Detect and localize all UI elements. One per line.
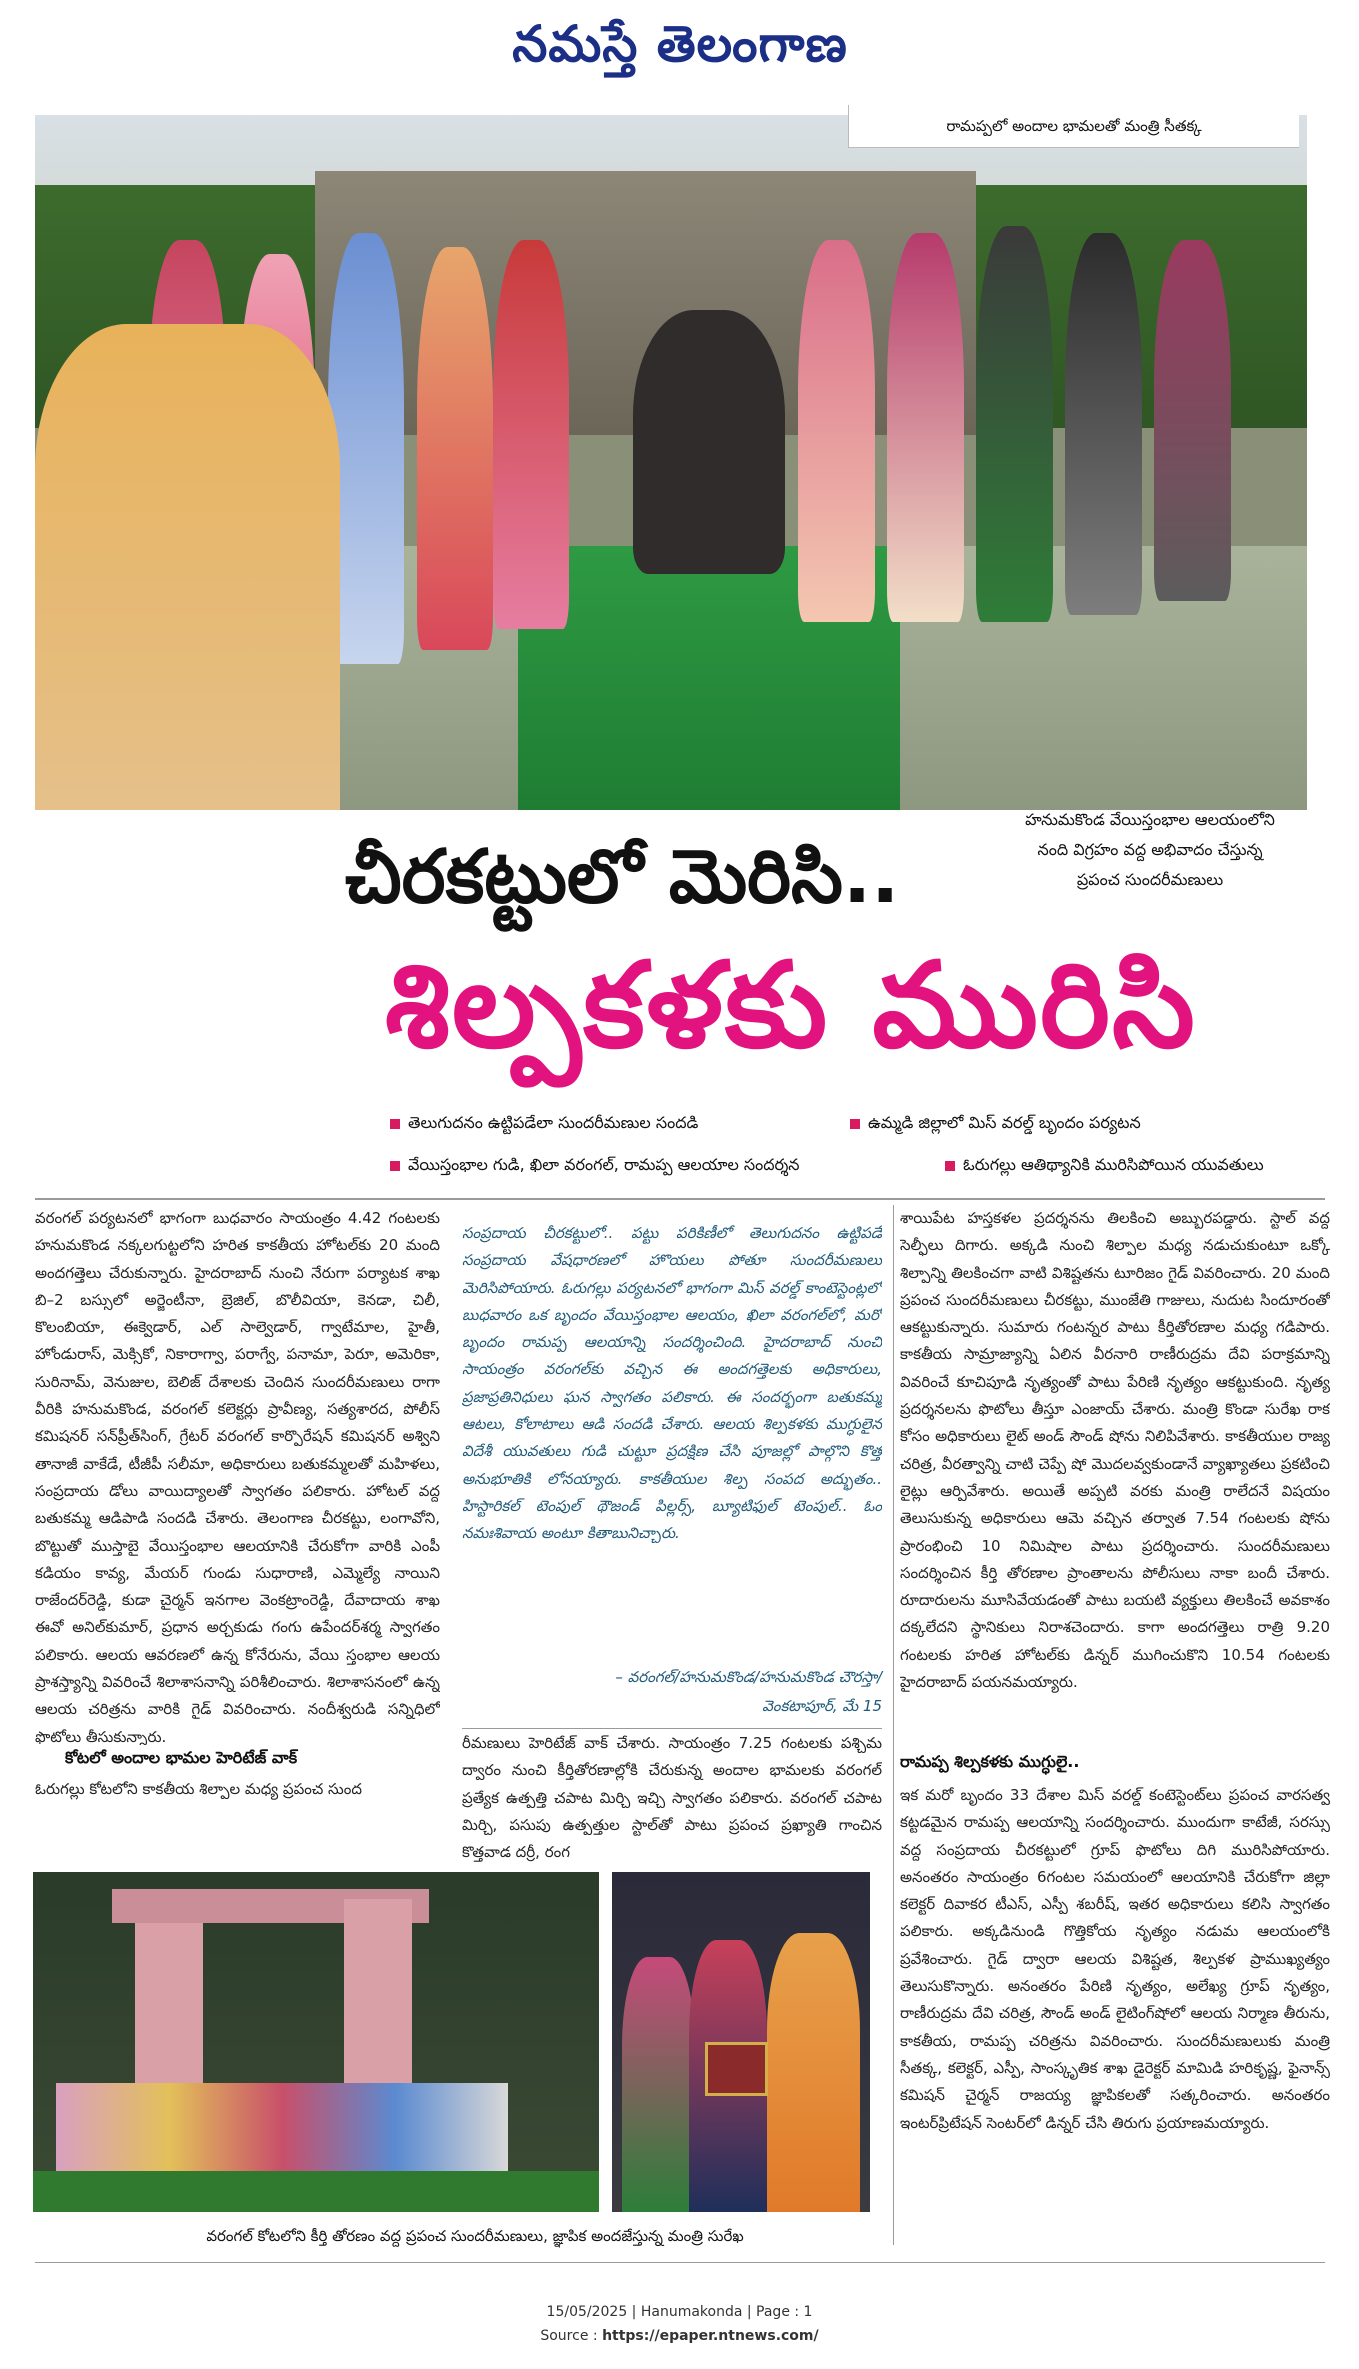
photo-caption-line: హనుమకొండ వేయిస్తంభాల ఆలయంలోని <box>1025 810 1275 829</box>
highlight-item <box>850 1113 1141 1136</box>
photo-person <box>1154 240 1230 601</box>
article-column-3-tail <box>900 1782 1330 2242</box>
highlight-text: వేయిస్తంభాల గుడి, ఖిలా వరంగల్, రామప్ప ఆలయాల సందర్శన <box>408 1155 800 1174</box>
column-divider <box>893 1205 894 2245</box>
article-paragraph: శాయిపేట హస్తకళల ప్రదర్శనను తిలకించి అబ్బురపడ్డారు. స్టాల్ వద్ద సెల్ఫీలు దిగారు. అక్కడి నుంచి శిల్పాల మధ్య నడుచుకుంటూ ఒక్కో శిల్పాన్ని తిలకించగా వాటి విశిష్టతను టూరిజం గైడ్ వివరించారు. 20 మంది ప్రపంచ సుందరీమణులు చీరకట్టు, ముంజేతి గాజులు, నుదుట సిందూరంతో ఆకట్టుకున్నారు. సుమారు గంటన్నర పాటు కీర్తితోరణాల మధ్య గడిపారు. కాకతీయ సామ్రాజ్యాన్ని ఏలిన వీరనారి రాణీరుద్రమ దేవి పరాక్రమాన్ని వివరించే కూచిపూడి నృత్యంతో పాటు పేరిణి నృత్యం ఆకట్టుకుంది. నృత్య ప్రదర్శనలను ఫొటోలు తీస్తూ ఎంజాయ్ చేశారు. మంత్రి కొండా సురేఖ రాక కోసం అధికారులు లైట్ అండ్ సౌండ్ షోను నిలిపివేశారు. కాకతీయుల రాజ్య చరిత్ర, వీరత్వాన్ని చాటి చెప్పే షో మొదలవ్వకుండానే వ్యాఖ్యాతలు ప్రకటించి లైట్లు ఆర్పివేశారు. అయితే అప్పటి వరకు మంత్రి రాలేదనే విషయం తెలుసుకున్న అధికారులు ఆమె వచ్చిన తర్వాత 7.54 గంటలకు షోను ప్రారంభించి 10 నిమిషాల పాటు ప్రదర్శించారు. సుందరీమణులు సందర్శించిన కీర్తి తోరణాల ప్రాంతాలను పోలీసులు నాకా బందీ చేశారు. రూదారులను మూసివేయడంతో పాటు బయటి వ్యక్తులు తిలకించే అవకాశం దక్కలేదని స్థానికులు నిరాశచెందారు. కాగా అందగత్తెలు రాత్రి 9.20 గంటలకు హరిత హోటల్‌కు డిన్నర్ ముగించుకొని 10.54 గంటలకు హైదరాబాద్ పయనమయ్యారు. <box>900 1209 1330 1692</box>
article-paragraph: రీమణులు హెరిటేజ్ వాక్ చేశారు. సాయంత్రం 7.25 గంటలకు పశ్చిమ ద్వారం నుంచి కీర్తితోరణాల్లోకి చేరుకున్న అందాల భామలకు వరంగల్ ప్రత్యేక ఉత్పత్తి చపాట మిర్చి ఇచ్చి స్వాగతం పలికారు. వరంగల్ చపాట మిర్చి, పసుపు ఉత్పత్తుల స్టాల్‌తో పాటు ప్రపంచ ప్రఖ్యాతి గాంచిన కొత్తవాడ దర్రీ, రంగ <box>462 1734 882 1862</box>
photo-nandi-statue <box>633 310 786 574</box>
quote-box <box>462 1205 882 1685</box>
photo-person <box>798 240 874 622</box>
highlight-text: ఓరుగల్లు ఆతిథ్యానికి మురిసిపోయిన యువతులు <box>963 1155 1264 1174</box>
fort-arch-right <box>344 1899 412 2110</box>
article-column-2-tail <box>462 1730 882 1870</box>
page-footer <box>0 2300 1359 2360</box>
subheading: రామప్ప శిల్పకళకు ముగ్ధులై.. <box>900 1752 1080 1771</box>
award-plaque <box>705 2042 768 2096</box>
article-paragraph: ఓరుగల్లు కోటలోని కాకతీయ శిల్పాల మధ్య ప్రపంచ సుంద <box>35 1780 362 1798</box>
bullet-square-icon <box>390 1119 400 1129</box>
highlight-text: తెలుగుదనం ఉట్టిపడేలా సుందరీమణుల సందడి <box>408 1113 699 1132</box>
divider <box>35 1198 1325 1200</box>
photo-lead-woman <box>35 324 340 811</box>
photo-person <box>493 240 569 629</box>
headline-line1: చీరకట్టులో మెరిసి.. <box>345 834 900 920</box>
fort-photo <box>33 1872 599 2212</box>
byline-dateline: వెంకటాపూర్, మే 15 <box>762 1697 882 1715</box>
photo-caption <box>965 805 1335 905</box>
award-minister <box>767 1933 860 2212</box>
article-column-1 <box>35 1205 440 1745</box>
article-paragraph: వరంగల్ పర్యటనలో భాగంగా బుధవారం సాయంత్రం 4.42 గంటలకు హనుమకొండ నక్కలగుట్టలోని హరిత కాకతీయ హోటల్‌కు 20 మంది అందగత్తెలు చేరుకున్నారు. హైదరాబాద్ నుంచి నేరుగా పర్యాటక శాఖ బి–2 బస్సులో అర్జెంటీనా, బ్రెజిల్, బొలీవియా, కెనడా, చిలీ, కొలంబియా, ఈక్వెడార్, ఎల్ సాల్వెడార్, గ్వాటేమాల, హైతీ, హోండురాస్, మెక్సికో, నికారాగ్వా, పరాగ్వే, పనామా, పెరూ, అమెరికా, సురినామ్, వెనుజుల, బెలిజ్ దేశాలకు చెందిన సుందరీమణులు రాగా వీరికి హనుమకొండ, వరంగల్ కలెక్టర్లు ప్రావీణ్య, సత్యశారద, పోలీస్ కమిషనర్ సన్‌ప్రీత్‌సింగ్, గ్రేటర్ వరంగల్ కార్పొరేషన్ కమిషనర్ అశ్విని తానాజీ వాకేడే, టీజీపీ సలీమా, అధికారులు బతుకమ్మలతో మహిళలు, సంప్రదాయ డోలు వాయిద్యాలతో స్వాగతం పలికారు. హోటల్ వద్ద బతుకమ్మ ఆడిపాడి సందడి చేశారు. తెలంగాణ చీరకట్టు, లంగావోని, బొట్టుతో ముస్తాబై వేయిస్తంభాల ఆలయానికి చేరుకోగా వారికి ఎంపీ కడియం కావ్య, మేయర్ గుండు సుధారాణి, ఎమ్మెల్యే నాయిని రాజేందర్‌రెడ్డి, కుడా చైర్మన్ ఇనగాల వెంకట్రాంరెడ్డి, దేవాదాయ శాఖ ఈవో అనిల్‌కుమార్, ప్రధాన అర్చకుడు గంగు ఉపేందర్‌శర్మ స్వాగతం పలికారు. ఆలయ ఆవరణలో ఉన్న కోనేరును, వేయి స్తంభాల ఆలయ ప్రాశస్త్యాన్ని వివరించే శిలాశాసనాన్ని పరిశీలించారు. శిలాశాసనంలో ఉన్న ఆలయ చరిత్రను వారికి గైడ్ వివరించారు. నందీశ్వరుడి సన్నిధిలో ఫొటోలు తీసుకున్నారు. <box>35 1209 440 1745</box>
highlight-item <box>945 1155 1264 1178</box>
quote-divider <box>462 1728 882 1729</box>
bullet-square-icon <box>945 1161 955 1171</box>
fort-lawn <box>33 2171 599 2212</box>
article-column-3 <box>900 1205 1330 1745</box>
bullet-square-icon <box>850 1119 860 1129</box>
byline: – వరంగల్/హనుమకొండ/హనుమకొండ చౌరస్తా/ <box>615 1668 882 1686</box>
source-link[interactable]: https://epaper.ntnews.com/ <box>602 2328 819 2344</box>
headline-line2: శిల్పకళకు మురిసి <box>385 936 1197 1074</box>
highlight-text: ఉమ్మడి జిల్లాలో మిస్ వరల్డ్ బృందం పర్యటన <box>868 1113 1141 1132</box>
fort-group <box>56 2083 509 2171</box>
footer-source-label: Source : <box>540 2328 603 2344</box>
photo-caption-line: ప్రపంచ సుందరీమణులు <box>1076 870 1224 889</box>
footer-divider <box>35 2262 1325 2263</box>
photo-person <box>976 226 1052 622</box>
article-column-1-tail <box>35 1776 440 1832</box>
fort-arch-left <box>135 1899 203 2110</box>
highlight-item <box>390 1113 698 1136</box>
award-woman-left <box>622 1957 694 2212</box>
subheading: కోటలో అందాల భామల హెరిటేజ్ వాక్ <box>65 1748 298 1767</box>
footer-source <box>0 2324 1359 2348</box>
inset-photo-caption: రామప్పలో అందాల భామలతో మంత్రి సీతక్క <box>848 105 1299 148</box>
article-paragraph: ఇక మరో బృందం 33 దేశాల మిస్ వరల్డ్ కంటెస్టెంట్‌లు ప్రపంచ వారసత్వ కట్టడమైన రామప్ప ఆలయాన్ని సందర్శించారు. ముందుగా కాటేజీ, సరస్సు వద్ద సంప్రదాయ చీరకట్టులో గ్రూప్ ఫొటోలు దిగి మురిసిపోయారు. అనంతరం సాయంత్రం 6గంటల సమయంలో ఆలయానికి చేరుకోగా జిల్లా కలెక్టర్ దివాకర టీఎస్, ఎస్పీ శబరీష్, ఇతర అధికారులు కలిసి స్వాగతం పలికారు. అక్కడినుండి గొత్తికోయ నృత్యం నడుమ ఆలయంలోకి ప్రవేశించారు. గైడ్ ద్వారా ఆలయ విశిష్టత, శిల్పకళ ప్రాముఖ్యత్యం తెలుసుకొన్నారు. అనంతరం పేరిణి నృత్యం, అలేఖ్య గ్రూప్ నృత్యం, రాణీరుద్రమ దేవి చరిత్ర, సౌండ్ అండ్ లైటింగ్‌షోలో ఆలయ నిర్మాణ తీరును, కాకతీయ, రామప్ప చరిత్రను వివరించారు. సుందరీమణులుకు మంత్రి సీతక్క, కలెక్టర్, ఎస్పీ, సాంస్కృతిక శాఖ డైరెక్టర్ మామిడి హరికృష్ణ, ఫైనాన్స్ కమిషన్ చైర్మన్ రాజయ్య జ్ఞాపికలతో సత్కరించారు. అనంతరం ఇంటర్‌ప్రిటేషన్ సెంటర్‌లో డిన్నర్ చేసి తిరుగు ప్రయాణమయ్యారు. <box>900 1786 1330 2132</box>
quote-text: సంప్రదాయ చీరకట్టులో.. పట్టు పరికిణీలో తెలుగుదనం ఉట్టిపడే సంప్రదాయ వేషధారణలో హొయలు పోతూ సుందరీమణులు మెరిసిపోయారు. ఓరుగల్లు పర్యటనలో భాగంగా మిస్ వరల్డ్ కాంటెస్టెంట్లలో బుధవారం ఒక బృందం వేయిస్తంభాల ఆలయం, ఖిలా వరంగల్‌లో, మరో బృందం రామప్ప ఆలయాన్ని సందర్శించింది. హైదరాబాద్ నుంచి సాయంత్రం వరంగల్‌కు వచ్చిన ఈ అందగత్తెలకు అధికారులు, ప్రజాప్రతినిధులు ఘన స్వాగతం పలికారు. ఈ సందర్భంగా బతుకమ్మ ఆటలు, కోలాటాలు ఆడి సందడి చేశారు. ఆలయ శిల్పకళకు ముగ్ధులైన విదేశీ యువతులు గుడి చుట్టూ ప్రదక్షిణ చేసి పూజల్లో పాల్గొని కొత్త అనుభూతికి లోనయ్యారు. కాకతీయుల శిల్ప సంపద అద్భుతం.. హిస్టారికల్ టెంపుల్ థౌజండ్ పిల్లర్స్, బ్యూటిఫుల్ టెంపుల్.. ఓం నమఃశివాయ అంటూ కితాబునిచ్చారు. <box>462 1224 882 1543</box>
bottom-photo-caption: వరంగల్ కోటలోని కీర్తి తోరణం వద్ద ప్రపంచ సుందరీమణులు, జ్ఞాపిక అందజేస్తున్న మంత్రి సురేఖ <box>206 2227 744 2245</box>
award-photo <box>612 1872 870 2212</box>
photo-caption-line: నంది విగ్రహం వద్ద అభివాదం చేస్తున్న <box>1037 840 1263 859</box>
photo-person <box>887 233 963 622</box>
masthead-logo: నమస్తే తెలంగాణ <box>512 14 848 73</box>
bullet-square-icon <box>390 1161 400 1171</box>
footer-dateline: 15/05/2025 | Hanumakonda | Page : 1 <box>546 2304 813 2320</box>
photo-person <box>1065 233 1141 615</box>
highlights <box>390 1105 1340 1195</box>
highlight-item <box>390 1155 800 1178</box>
main-photo <box>35 115 1307 810</box>
photo-person <box>417 247 493 650</box>
